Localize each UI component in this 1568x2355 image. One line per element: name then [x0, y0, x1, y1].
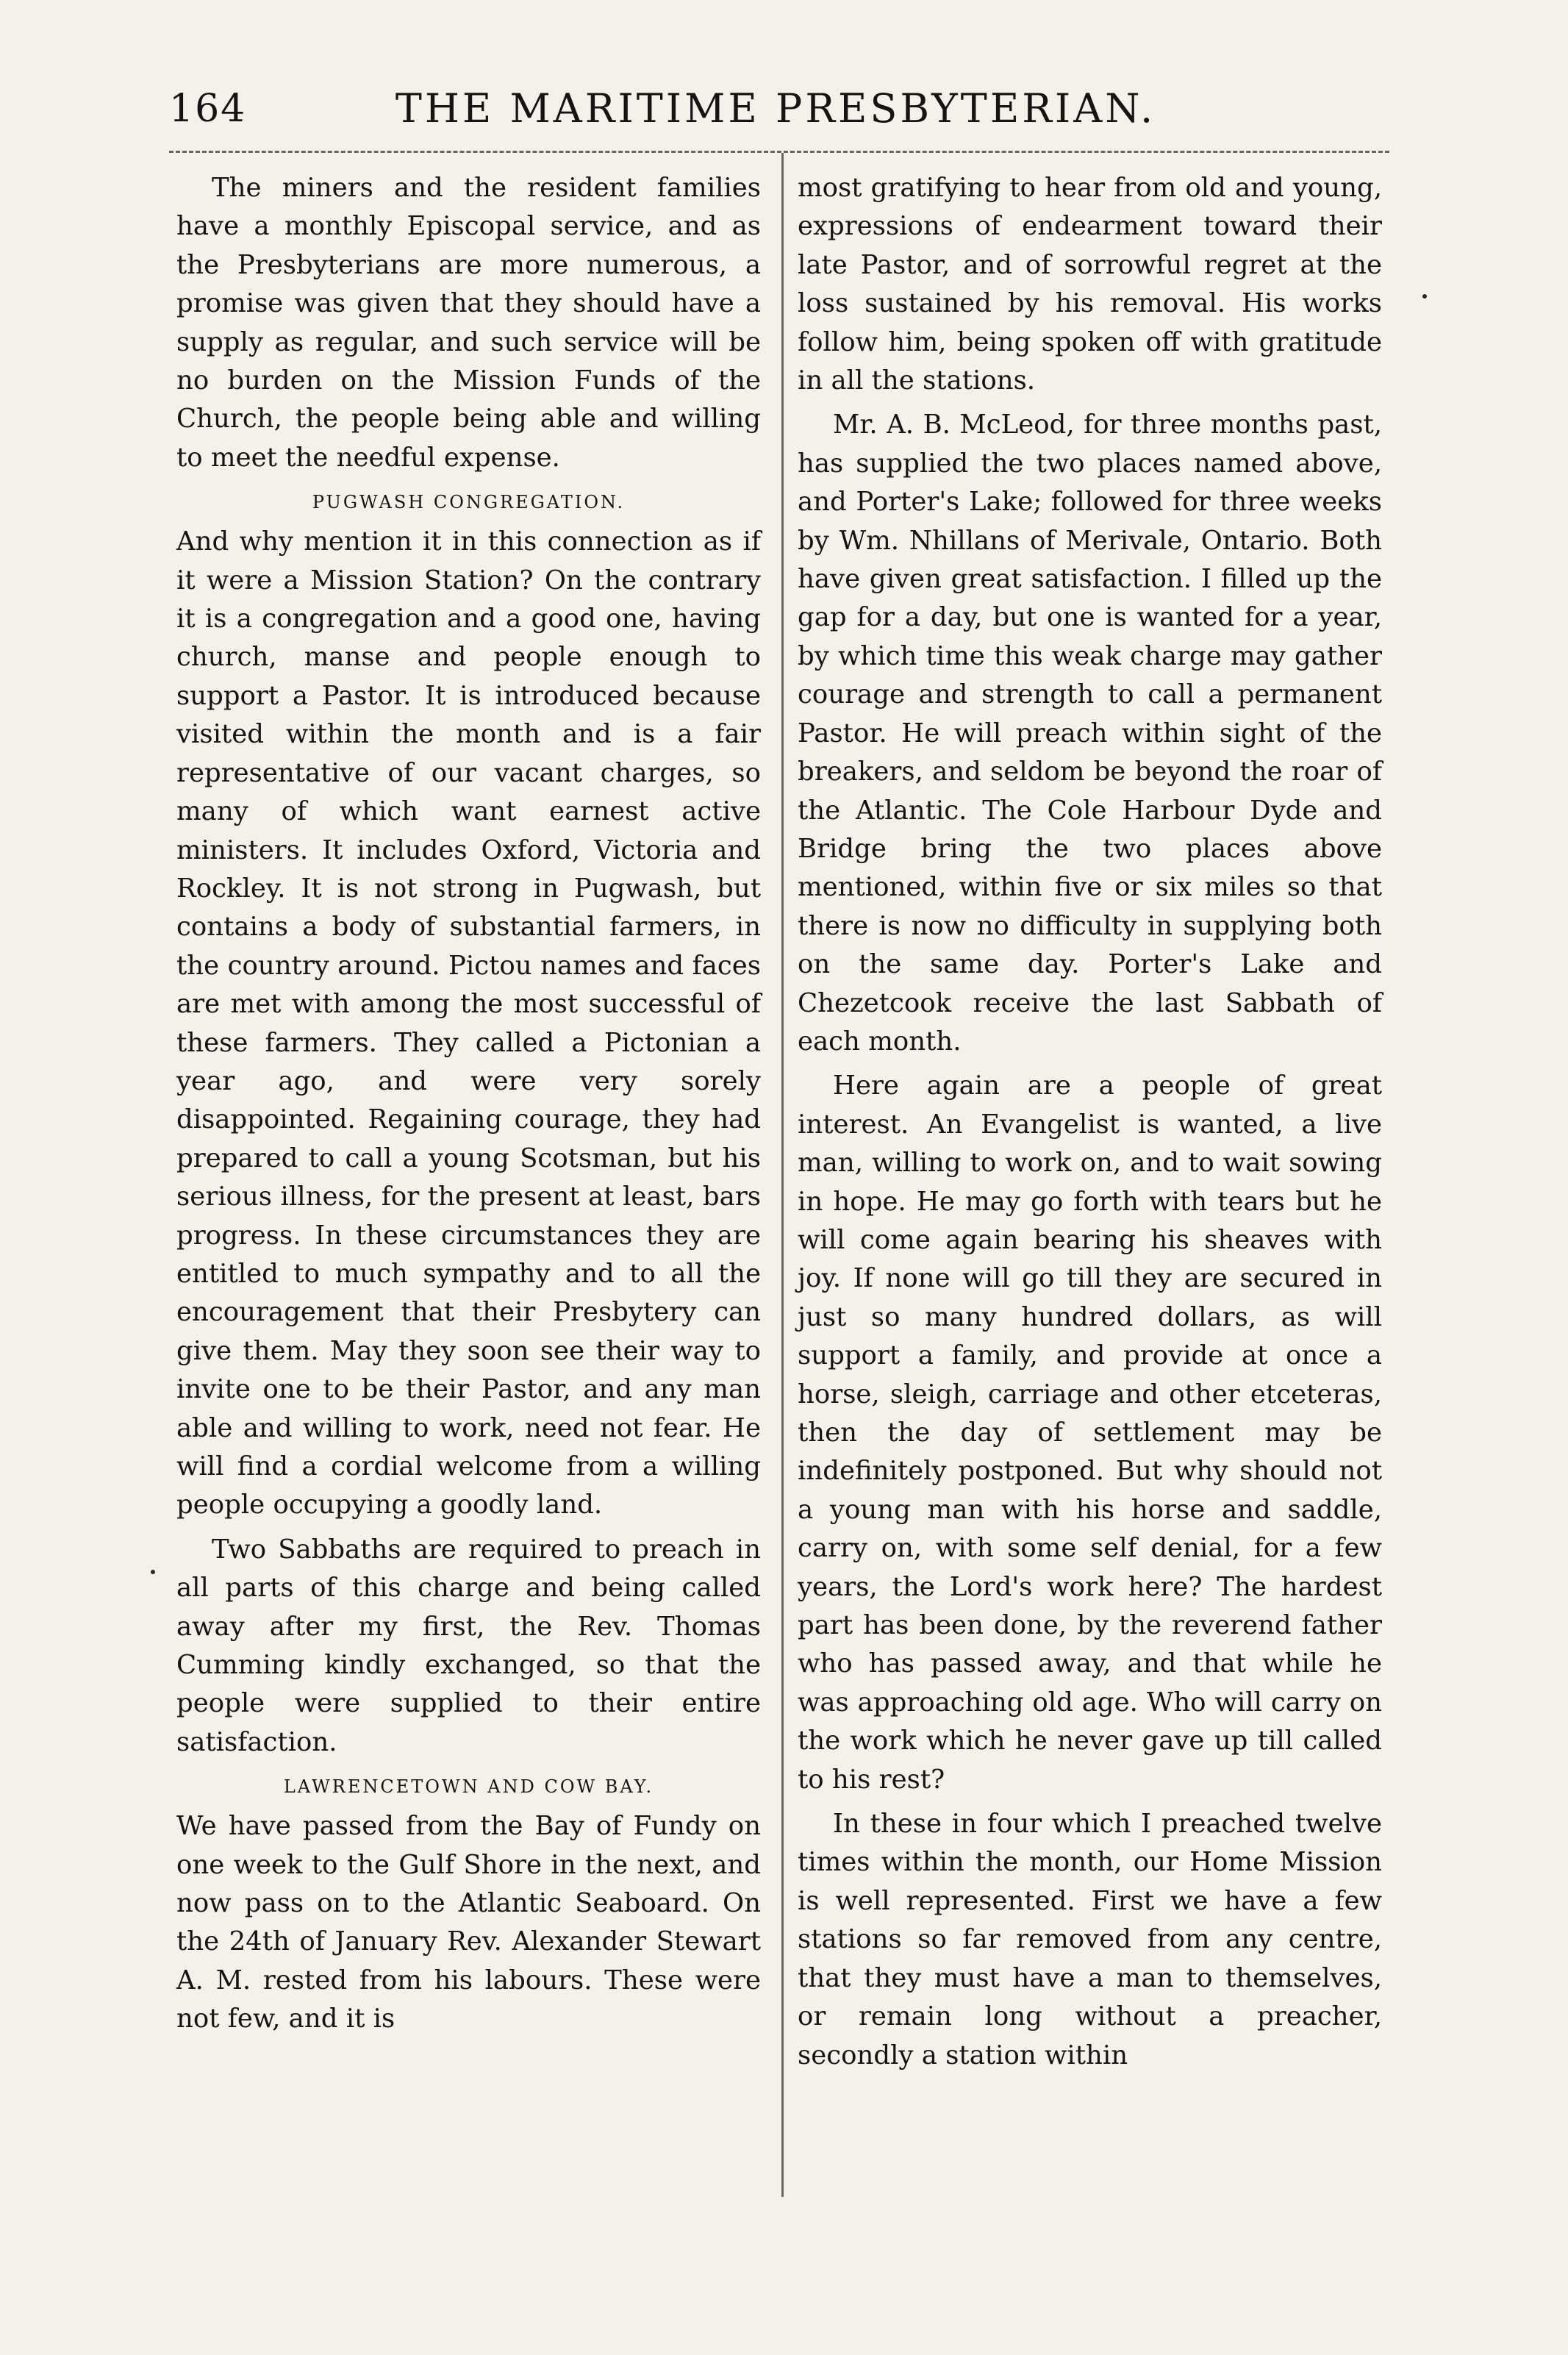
page-header: [169, 82, 1382, 141]
ink-speck: [1422, 294, 1427, 299]
right-paragraph-1: most gratifying to hear from old and young, expressions of endearment toward their late Pastor, and of sorrowful regret at the loss sustained by his removal. His works follow him, being spoken off with gratitude in all the stations.: [798, 173, 1382, 396]
header-rule: [169, 151, 1389, 153]
right-paragraph-3: Here again are a people of great interest. An Evangelist is wanted, a live man, willing to work on, and to wait sowing in hope. He may go forth with tears but he will come again bearing his sheaves with joy. If none will go till they are secured in just so many hundred dollars, as will support a family, and provide at once a horse, sleigh, carriage and other etceteras, then the day of settlement may be indefinitely postponed. But why should not a young man with his horse and saddle, carry on, with some self denial, for a few years, the Lord's work here? The hardest part has been done, by the reverend father who has passed away, and that while he was approaching old age. Who will carry on the work which he never gave up till called to his rest?: [798, 1071, 1382, 1795]
right-column: [798, 169, 1382, 2075]
left-column: [176, 169, 761, 2039]
column-divider: [781, 153, 784, 2197]
ink-speck: [151, 1570, 155, 1574]
left-paragraph-3: Two Sabbaths are required to preach in all parts of this charge and being called away after my first, the Rev. Thomas Cumming kindly exchanged, so that the people were supplied to their entire satisfaction.: [176, 1534, 761, 1757]
left-paragraph-4: We have passed from the Bay of Fundy on one week to the Gulf Shore in the next, and now pass on to the Atlantic Seaboard. On the 24th of January Rev. Alexander Stewart A. M. rested from his labours. These were not few, and it is: [176, 1811, 761, 2034]
journal-title: THE MARITIME PRESBYTERIAN.: [395, 85, 1156, 132]
left-paragraph-2: And why mention it in this connection as if it were a Mission Station? On the contrary it is a congregation and a good one, having church, manse and people enough to support a Pastor. It is introduced because visited within the month and is a fair representative of our vacant charges, so many of which want earnest active ministers. It includes Oxford, Victoria and Rockley. It is not strong in Pugwash, but contains a body of substantial farmers, in the country around. Pictou names and faces are met with among the most successful of these farmers. They called a Pictonian a year ago, and were very sorely disappointed. Regaining courage, they had prepared to call a young Scotsman, but his serious illness, for the present at least, bars progress. In these circumstances they are entitled to much sympathy and to all the encouragement that their Presbytery can give them. May they soon see their way to invite one to be their Pastor, and any man able and willing to work, need not fear. He will find a cordial welcome from a willing people occupying a goodly land.: [176, 526, 761, 1520]
page-number: 164: [169, 87, 247, 131]
left-paragraph-1: The miners and the resident families have a monthly Episcopal service, and as the Presbyterians are more numerous, a promise was given that they should have a supply as regular, and such service will be no burden on the Mission Funds of the Church, the people being able and willing to meet the needful expense.: [176, 173, 761, 473]
heading-pugwash-congregation: PUGWASH CONGREGATION.: [312, 492, 626, 513]
right-paragraph-4: In these in four which I preached twelve times within the month, our Home Mission is well represented. First we have a few stations so far removed from any centre, that they must have a man to themselves, or remain long without a preacher, secondly a station within: [798, 1809, 1382, 2070]
right-paragraph-2: Mr. A. B. McLeod, for three months past, has supplied the two places named above, and Porter's Lake; followed for three weeks by Wm. Nhillans of Merivale, Ontario. Both have given great satisfaction. I filled up the gap for a day, but one is wanted for a year, by which time this weak charge may gather courage and strength to call a permanent Pastor. He will preach within sight of the breakers, and seldom be beyond the roar of the Atlantic. The Cole Harbour Dyde and Bridge bring the two places above mentioned, within five or six miles so that there is now no difficulty in supplying both on the same day. Porter's Lake and Chezetcook receive the last Sabbath of each month.: [798, 410, 1382, 1057]
heading-lawrencetown-cow-bay: LAWRENCETOWN AND COW BAY.: [283, 1776, 654, 1798]
